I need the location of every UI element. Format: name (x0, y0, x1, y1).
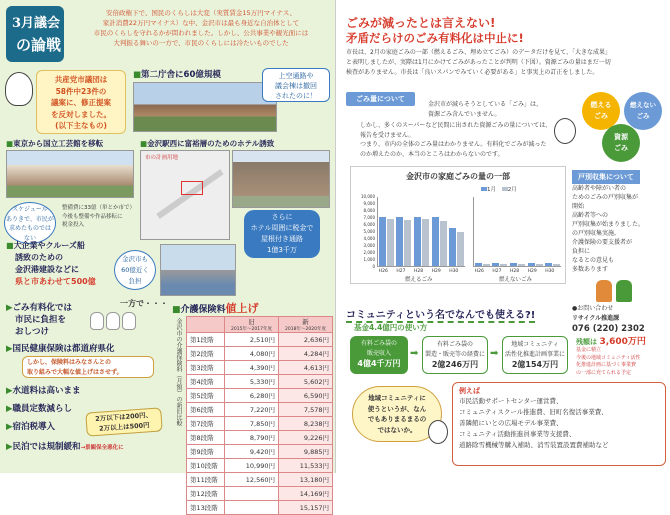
row-new-fee: 5,602円 (279, 375, 333, 389)
circle-recyclable (602, 124, 640, 162)
cat-icon-right (554, 118, 576, 144)
example-line: コミュニティ活動推進員事業等支援費、 (459, 430, 576, 438)
care-insurance-title: ■介護保険料値上げ (172, 302, 259, 315)
garbage-bags-icon (90, 308, 136, 332)
row-old-fee: 7,850円 (225, 417, 279, 431)
note-line: 屋根付き通路 (261, 235, 303, 243)
table-row (187, 361, 333, 375)
lodging-tax-note (85, 407, 162, 436)
bar-jan (379, 217, 386, 266)
bubble-line: スケジュール (12, 206, 48, 213)
bar-jan (510, 263, 517, 266)
kobetsu-line: 戸別収集が始まりました。 (572, 221, 645, 228)
table-row (187, 333, 333, 347)
care-insurance-side-label: 金沢市の介護保険料（月額）の新旧比較 (175, 318, 182, 426)
gomi-line: つまり、市内の全体のごみ量はわかりません。有料化でごみが減ったのか増えたのか、本当のところはわからないのです。 (360, 141, 547, 158)
lead-line: と表明しましたが、実際は1月にかけてごみがあったことが判明（下図）。資源ごみの量はまだ一切 (346, 59, 611, 66)
x-tick-label: H30 (449, 269, 459, 274)
circle-line: 燃えない (630, 101, 656, 109)
bar-feb (422, 219, 429, 266)
table-row (187, 445, 333, 459)
headline-1: ごみが減ったとは言えない! (346, 16, 496, 30)
bubble-line: 60億近く (121, 266, 149, 274)
row-tier: 第12段階 (187, 487, 225, 501)
section-heading-2: ■東京から国立工芸館を移転 (6, 139, 104, 148)
photo-city-hall-annex (133, 82, 277, 132)
row-old-fee: 10,990円 (225, 459, 279, 473)
legend (481, 185, 517, 193)
row-tier: 第5段階 (187, 389, 225, 403)
remain-note-line: 今後の地域コミュニティ活性 (576, 354, 641, 361)
remain-value: 3,600万円 (599, 337, 646, 347)
contact-phone: 076 (220) 2302 (572, 324, 645, 334)
kobetsu-line: 高齢者等への (572, 212, 609, 219)
flow-line: 2億246万円 (431, 360, 479, 369)
note-line: 2万以上は500円 (98, 421, 150, 433)
example-line: コミュニティスクール推進費、旧町名復活事業費、 (459, 408, 608, 416)
x-tick-label: H27 (492, 269, 502, 274)
kobetsu-line: ためのごみの戸別収集が (572, 194, 639, 201)
row-new-fee: 11,533円 (279, 459, 333, 473)
gomi-line: 資源ごみ含んでいません。 (428, 110, 501, 118)
row-new-fee: 6,590円 (279, 389, 333, 403)
staff-cut-item: ▶職員定数減らし (6, 404, 73, 414)
example-line: 道路除雪機械等購入補助、消雪装置設置費補助など (459, 441, 609, 449)
bar-feb (404, 220, 411, 266)
map-site-marker (181, 181, 203, 195)
circle-line: 燃える (590, 101, 612, 109)
kobetsu-line: 開始 (572, 203, 585, 210)
title-line-1: 3月議会 (12, 16, 61, 31)
fund-subtitle: 基金4.4億円の使い方 (354, 323, 428, 332)
table-row (187, 417, 333, 431)
row-tier: 第3段階 (187, 361, 225, 375)
port-line: 県と市あわせて500億 (15, 277, 96, 286)
chart-y-ticks (353, 193, 375, 273)
party-msg-line: を反対しました。 (51, 109, 111, 119)
y-tick-label: 7,000 (363, 215, 375, 220)
circle-nonburnable (624, 92, 662, 130)
workers-illustration (596, 280, 646, 302)
x-tick-label: H29 (527, 269, 537, 274)
bar-jan (528, 263, 535, 266)
bar-feb (536, 264, 543, 266)
row-tier: 第6段階 (187, 403, 225, 417)
flow-box-community (502, 336, 568, 374)
chart-title: 金沢市の家庭ごみの量の一部 (406, 172, 510, 181)
row-old-fee: 7,220円 (225, 403, 279, 417)
flow-line: 販売収入 (366, 350, 391, 357)
row-new-fee: 4,613円 (279, 361, 333, 375)
row-tier: 第9段階 (187, 445, 225, 459)
city-burden-bubble (114, 250, 156, 290)
bar-feb (518, 264, 525, 266)
x-tick-label: H26 (474, 269, 484, 274)
header-blank (187, 317, 225, 333)
party-msg-line: 共産党市議団は (54, 75, 108, 84)
row-tier: 第8段階 (187, 431, 225, 445)
flow-line: 活性化推進計画事業に (504, 351, 565, 358)
bar-feb (500, 264, 507, 266)
bar-feb (553, 264, 560, 266)
note-line: 取り組みで大幅な値上げはさせず。 (27, 368, 123, 376)
note-line: ホテル周囲に税金で (250, 224, 314, 232)
lead-line: 市長は、2月の家庭ごみの一部（燃えるごみ、埋め立てごみ）のデータだけを見て、「大きな成果」 (346, 49, 612, 56)
left-page (0, 0, 335, 512)
community-title: コミュニティという名でなんでも使える?! (346, 306, 535, 323)
bar-jan (432, 217, 439, 266)
plot-area-nonburnable (473, 197, 561, 274)
headline-2: 矛盾だらけのごみ有料化は中止に! (346, 31, 524, 45)
y-tick-label: 8,000 (363, 208, 375, 213)
table-row (187, 487, 333, 501)
x-tick-label: H30 (545, 269, 555, 274)
port-line: 金沢港建設などに (15, 265, 79, 274)
kobetsu-line: 負担に (572, 248, 591, 255)
photo-craft-museum (6, 150, 134, 198)
party-msg-line: (以下主なもの) (55, 121, 107, 130)
bubble-line: 地域コミュニティに (368, 394, 426, 402)
note-box-1 (262, 68, 330, 102)
party-message-box (36, 70, 126, 134)
port-line: ■大企業やクルーズ船 (6, 241, 85, 250)
row-new-fee: 2,636円 (279, 333, 333, 347)
intro-line: 市民のくらしを守れるかが問われました。しかし、公共事業や観光面には (93, 29, 309, 37)
minpaku-note: →景観保全悪化に (80, 445, 124, 451)
map-station-west (140, 150, 230, 240)
remain-note-line: 化推進計画に基づく事業費 (576, 362, 637, 368)
insurance-item: ▶国民健康保険は都道府県化 (6, 344, 115, 354)
header-new-label: 新 (302, 318, 309, 326)
y-tick-label: 0 (372, 264, 375, 269)
kobetsu-line: 高齢者や障がい者の (572, 185, 627, 192)
contact-label: ●お問い合わせ (572, 305, 614, 312)
y-tick-label: 2,000 (363, 250, 375, 255)
care-insurance-table (186, 316, 333, 515)
lodging-tax-item: ▶宿泊税導入 (6, 422, 56, 432)
table-row (187, 459, 333, 473)
x-tick-label: H29 (431, 269, 441, 274)
y-tick-label: 6,000 (363, 222, 375, 227)
header-old-sub: 2015年〜2017年度 (231, 327, 272, 332)
table-row (187, 389, 333, 403)
flow-box-expense (422, 336, 488, 374)
kobetsu-line: なるとの意見も (572, 257, 615, 264)
flow-arrow-icon: ➡ (490, 348, 499, 359)
note-line: さらに (271, 213, 293, 221)
note-line: 上空通路や (278, 72, 314, 80)
x-tick-label: H28 (414, 269, 424, 274)
intro-line: 大判振る舞いの一方で、市民のくらしには冷たいものでした (113, 39, 289, 47)
photo-port (160, 244, 236, 296)
table-row (187, 473, 333, 487)
x-tick-label: H26 (378, 269, 388, 274)
bubble-line: 使うというが、なん (367, 404, 427, 413)
worker-icon (616, 280, 632, 302)
row-tier: 第7段階 (187, 417, 225, 431)
table-row (187, 347, 333, 361)
examples-label: 例えば (459, 387, 480, 395)
row-new-fee: 9,226円 (279, 431, 333, 445)
header-new (279, 317, 333, 333)
craft-museum-note (62, 204, 136, 230)
row-new-fee: 15,157円 (279, 501, 333, 515)
table-row (187, 403, 333, 417)
row-tier: 第13段階 (187, 501, 225, 515)
table-row (187, 501, 333, 515)
section-heading-1: ■第二庁舎に60億規模 (133, 70, 221, 80)
row-old-fee (225, 487, 279, 501)
port-section (6, 240, 112, 288)
legend-feb: 2月 (507, 187, 517, 193)
legend-jan: 1月 (487, 187, 496, 193)
cat-mascot-icon (5, 72, 33, 106)
bag-icon (90, 312, 104, 330)
row-new-fee: 8,238円 (279, 417, 333, 431)
section-heading-3: ■金沢駅西に富裕層のためのホテル誘致 (140, 139, 275, 148)
fee-table (186, 316, 333, 515)
flow-box-revenue (350, 336, 408, 374)
remain-note (576, 347, 668, 377)
insurance-note-box (22, 356, 154, 378)
contrast-label: 一方で・・・ (120, 299, 168, 308)
bar-jan (396, 217, 403, 266)
water-fee-item: ▶水道料は高いまま (6, 386, 81, 396)
bag-icon (122, 312, 136, 330)
item-line: ▶ごみ有料化では (6, 303, 73, 313)
remain-label: 残額は (576, 338, 597, 346)
door-collection-title: 戸別収集について (572, 170, 640, 184)
party-msg-line: 58件中23件の (55, 86, 107, 96)
gomi-tag: ごみ量について (346, 92, 415, 106)
y-tick-label: 4,000 (363, 236, 375, 241)
garbage-fee-item (6, 302, 72, 338)
example-line: 市民活動サポートセンター運営費、 (459, 397, 563, 405)
flow-line: 地域コミュニティ (511, 341, 559, 348)
y-tick-label: 9,000 (363, 201, 375, 206)
bubble-line: でもありまるまるの (367, 415, 427, 423)
x-tick-label: H28 (510, 269, 520, 274)
circle-line: 資源 (614, 133, 628, 141)
x-tick-label: H27 (396, 269, 406, 274)
kobetsu-line: 介護保険の要支援者が (572, 239, 633, 246)
section-title-badge (6, 6, 64, 62)
row-old-fee: 12,560円 (225, 473, 279, 487)
worker-icon (596, 280, 612, 302)
bar-feb (440, 221, 447, 267)
row-old-fee: 2,510円 (225, 333, 279, 347)
flow-line: 有料ごみ袋の (360, 340, 397, 347)
row-new-fee: 7,578円 (279, 403, 333, 417)
table-header-row (187, 317, 333, 333)
gomi-chart (350, 166, 566, 284)
intro-line: 家計消費22万円マイナス）な中、金沢市は最も身近な自治体として (102, 19, 300, 27)
y-tick-label: 10,000 (361, 194, 375, 199)
subchart-label-burnable: 燃えるごみ (405, 277, 433, 283)
item-line: 市民に負担を (15, 315, 67, 325)
examples-box (452, 382, 666, 466)
y-tick-label: 5,000 (363, 229, 375, 234)
row-old-fee: 9,420円 (225, 445, 279, 459)
row-old-fee: 6,280円 (225, 389, 279, 403)
bar-jan (414, 217, 421, 266)
note-line: されたのに！ (275, 92, 317, 100)
flow-line: 2億154万円 (511, 360, 559, 369)
bubble-line: 金沢市も (122, 255, 148, 263)
party-msg-line: 議案に、修正提案 (51, 98, 111, 107)
circle-line: ごみ (594, 112, 608, 120)
contact-department: リサイクル推進課 (572, 315, 620, 322)
row-new-fee: 4,284円 (279, 347, 333, 361)
lead-line: 検査がありません。市長は「良いスパンでみていく必要がある」と事実上の訂正をしました。 (346, 69, 599, 76)
minpaku-item: ▶民泊では規制緩和→景観保全悪化に (6, 442, 124, 452)
intro-text (70, 8, 332, 48)
circle-line: ごみ (614, 144, 628, 152)
flow-line: 有料ごみ袋の (436, 341, 473, 348)
lead-text (346, 48, 664, 78)
subchart-label-nonburnable: 燃えないごみ (499, 277, 533, 283)
bar-feb (387, 219, 394, 266)
bag-icon (106, 312, 120, 330)
row-tier: 第11段階 (187, 473, 225, 487)
bar-feb (457, 232, 464, 266)
bar-jan (545, 263, 552, 266)
gomi-text (360, 100, 552, 159)
kobetsu-line: 多数あります (572, 266, 609, 273)
note-line: 1億3千万 (267, 246, 297, 254)
row-new-fee: 9,885円 (279, 445, 333, 459)
y-tick-label: 3,000 (363, 243, 375, 248)
remain-note-line: の一部に充てられる予定 (576, 369, 632, 376)
flow-line: 製造・販売等の経費に (424, 351, 485, 358)
circle-line: ごみ (636, 112, 650, 120)
item-line: おしつけ (15, 327, 50, 337)
note-line: 議会棟は撤回 (275, 82, 317, 90)
intro-line: 安倍政権下で、国民のくらしは大変（実質賃金15万円マイナス、 (106, 9, 296, 17)
bubble-line: 求めたものでは (8, 225, 51, 232)
row-tier: 第2段階 (187, 347, 225, 361)
bar-jan (449, 228, 456, 267)
bubble-line: ない (23, 234, 36, 242)
title-line-2: の論戦 (16, 36, 62, 54)
table-row (187, 375, 333, 389)
note-line: 2万以下は200円、 (94, 411, 153, 423)
row-tier: 第4段階 (187, 375, 225, 389)
note-line: 税金投入 (62, 222, 85, 228)
bubble-line: ではないか。 (377, 425, 417, 434)
kobetsu-line: の戸別収集実施。 (572, 230, 621, 237)
photo-hotel-rendering (232, 150, 330, 208)
plot-area-burnable (377, 197, 465, 274)
row-old-fee: 4,390円 (225, 361, 279, 375)
remain-note-line: 基金に積立 (576, 347, 602, 353)
table-row (187, 431, 333, 445)
note-line: 今後も整備や作品移転に (62, 213, 123, 220)
header-old-label: 旧 (248, 318, 255, 326)
note-line: しかし、保険料はみなさんとの (27, 359, 112, 366)
row-new-fee: 14,169円 (279, 487, 333, 501)
bar-feb (483, 264, 490, 266)
row-old-fee: 5,330円 (225, 375, 279, 389)
right-page (335, 0, 670, 473)
gomi-line: しかし、多くのスーパーなど民間に出された資源ごみの量については、報告を受けません。 (360, 122, 552, 139)
hotel-note-box (244, 210, 320, 258)
flow-line: 4億4千万円 (357, 359, 401, 368)
bar-jan (475, 263, 482, 266)
gomi-line: 金沢市が減らそうとしている「ごみ」は、 (428, 101, 543, 108)
row-tier: 第10段階 (187, 459, 225, 473)
bar-jan (492, 263, 499, 266)
note-line: 整備費に33億（単とか市で） (62, 205, 135, 211)
port-line: 誘致のための (15, 253, 63, 262)
y-tick-label: 1,000 (363, 257, 375, 262)
header-new-sub: 2018年〜2020年度 (285, 327, 326, 332)
example-line: 善隣館にいとの広場モデル事業費、 (459, 419, 563, 427)
flow-arrow-icon: ➡ (410, 348, 419, 359)
row-old-fee: 4,080円 (225, 347, 279, 361)
door-collection-text (572, 184, 668, 274)
remain-line (576, 334, 668, 347)
row-old-fee: 8,790円 (225, 431, 279, 445)
bubble-line: ありきで、市民が (6, 215, 54, 223)
row-tier: 第1段階 (187, 333, 225, 347)
row-new-fee: 13,180円 (279, 473, 333, 487)
schedule-bubble (4, 202, 56, 244)
header-old (225, 317, 279, 333)
bubble-line: 負担 (128, 277, 142, 285)
remain-block (576, 334, 668, 377)
map-label: 市の計画用地 (145, 155, 179, 161)
contact-block (572, 304, 645, 334)
cat-mascot-bottom-icon (428, 420, 448, 444)
row-old-fee (225, 501, 279, 515)
